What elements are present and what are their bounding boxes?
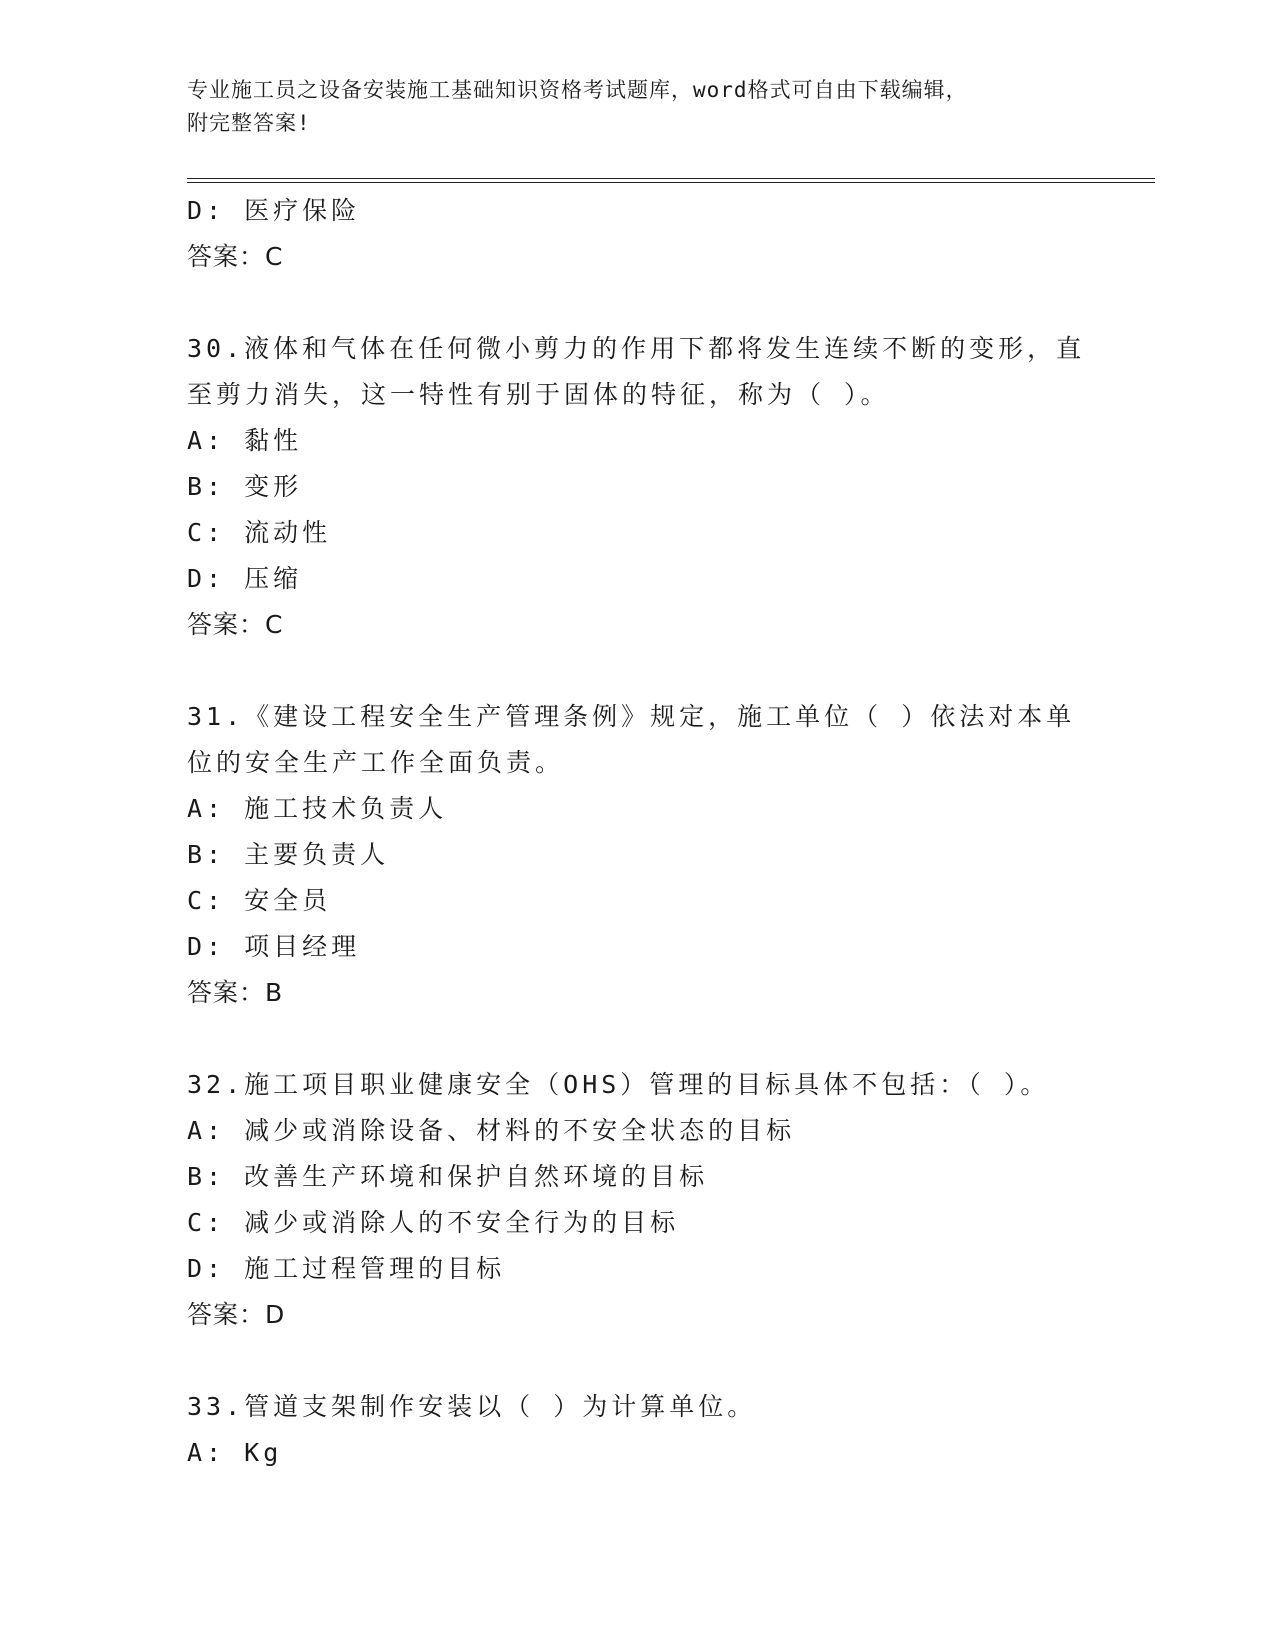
question-32 (187, 1062, 1107, 1338)
question-list (187, 188, 1107, 1476)
option-d: D: 项目经理 (187, 932, 361, 961)
option-d: D: 医疗保险 (187, 196, 361, 225)
option-c: C: 安全员 (187, 886, 332, 915)
spacer (187, 1338, 1107, 1384)
question-33 (187, 1384, 1107, 1476)
option-b: B: 变形 (187, 472, 303, 501)
answer: 答案：B (187, 978, 284, 1007)
question-30 (187, 326, 1107, 648)
spacer (187, 648, 1107, 694)
header-title-line2: 附完整答案! (187, 111, 311, 135)
question-stem-continued: 至剪力消失，这一特性有别于固体的特征，称为（ ）。 (187, 380, 890, 409)
answer: 答案：C (187, 242, 284, 271)
question-stem: 33.管道支架制作安装以（ ）为计算单位。 (187, 1392, 757, 1421)
option-c: C: 流动性 (187, 518, 332, 547)
spacer (187, 1016, 1107, 1062)
option-a: A: 黏性 (187, 426, 303, 455)
document-page (187, 0, 1157, 1650)
spacer (187, 280, 1107, 326)
answer: 答案：C (187, 610, 284, 639)
option-a: A: 减少或消除设备、材料的不安全状态的目标 (187, 1116, 796, 1145)
option-c: C: 减少或消除人的不安全行为的目标 (187, 1208, 680, 1237)
question-31 (187, 694, 1107, 1016)
option-a: A: 施工技术负责人 (187, 794, 448, 823)
option-d: D: 压缩 (187, 564, 303, 593)
option-b: B: 主要负责人 (187, 840, 390, 869)
option-a: A: Kg (187, 1438, 283, 1467)
question-stem-continued: 位的安全生产工作全面负责。 (187, 748, 565, 777)
question-stem: 32.施工项目职业健康安全（OHS）管理的目标具体不包括：（ ）。 (187, 1070, 1050, 1099)
question-stem: 31.《建设工程安全生产管理条例》规定，施工单位（ ）依法对本单 (187, 702, 1076, 731)
option-b: B: 改善生产环境和保护自然环境的目标 (187, 1162, 709, 1191)
answer: 答案：D (187, 1300, 286, 1329)
option-d: D: 施工过程管理的目标 (187, 1254, 506, 1283)
header-title-line1: 专业施工员之设备安装施工基础知识资格考试题库，word格式可自由下载编辑， (187, 78, 968, 102)
page-header (187, 74, 1087, 140)
question-stem: 30.液体和气体在任何微小剪力的作用下都将发生连续不断的变形，直 (187, 334, 1086, 363)
header-divider (187, 178, 1155, 183)
